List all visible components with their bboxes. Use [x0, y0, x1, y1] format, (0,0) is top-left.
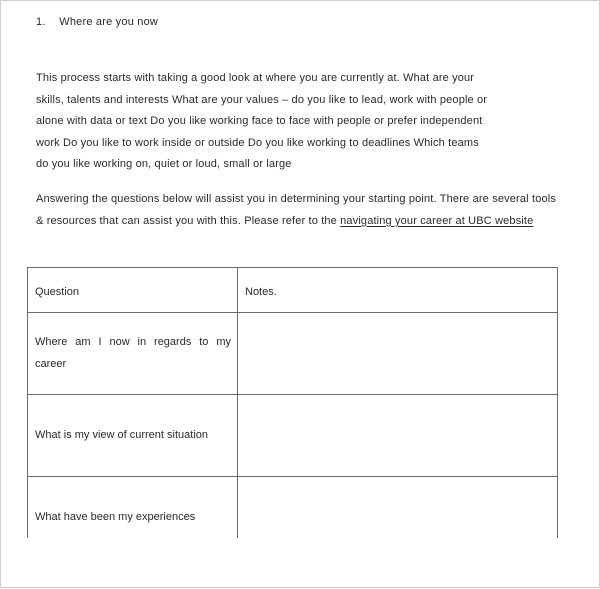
page-bottom-border [0, 538, 600, 588]
question-column-header: Question [28, 268, 238, 313]
section-number: 1. [36, 16, 46, 28]
intro-line: skills, talents and interests What are your values – do you like to lead, work with people or [36, 93, 488, 106]
section-title: Where are you now [59, 16, 159, 28]
question-text: Where am I now in regards to my career [35, 336, 231, 370]
notes-cell[interactable] [238, 313, 558, 395]
table-header-row [28, 268, 558, 313]
table-row [28, 395, 558, 477]
table-row [28, 313, 558, 395]
notes-column-header: Notes. [238, 268, 558, 313]
intro-line: do you like working on, quiet or loud, small or large [36, 158, 292, 170]
question-text: What have been my experiences [35, 510, 196, 523]
intro-paragraph [36, 68, 556, 176]
intro-line: work Do you like to work inside or outside Do you like working to deadlines Which teams [36, 136, 479, 149]
notes-cell[interactable] [238, 395, 558, 477]
intro-line: alone with data or text Do you like working face to face with people or prefer independent [36, 115, 483, 127]
question-cell [28, 395, 238, 477]
answering-text: Answering the questions below will assist you in determining your starting point. There are several tools & resources that can assist you with this. Please refer to the [36, 193, 556, 227]
navigating-career-link[interactable]: navigating your career at UBC website [340, 214, 534, 227]
section-heading [36, 16, 158, 28]
questions-notes-table [27, 267, 558, 559]
intro-line: This process starts with taking a good look at where you are currently at. What are your [36, 72, 475, 84]
question-cell [28, 313, 238, 395]
question-text: What is my view of current situation [35, 428, 209, 441]
answering-paragraph [36, 189, 556, 232]
